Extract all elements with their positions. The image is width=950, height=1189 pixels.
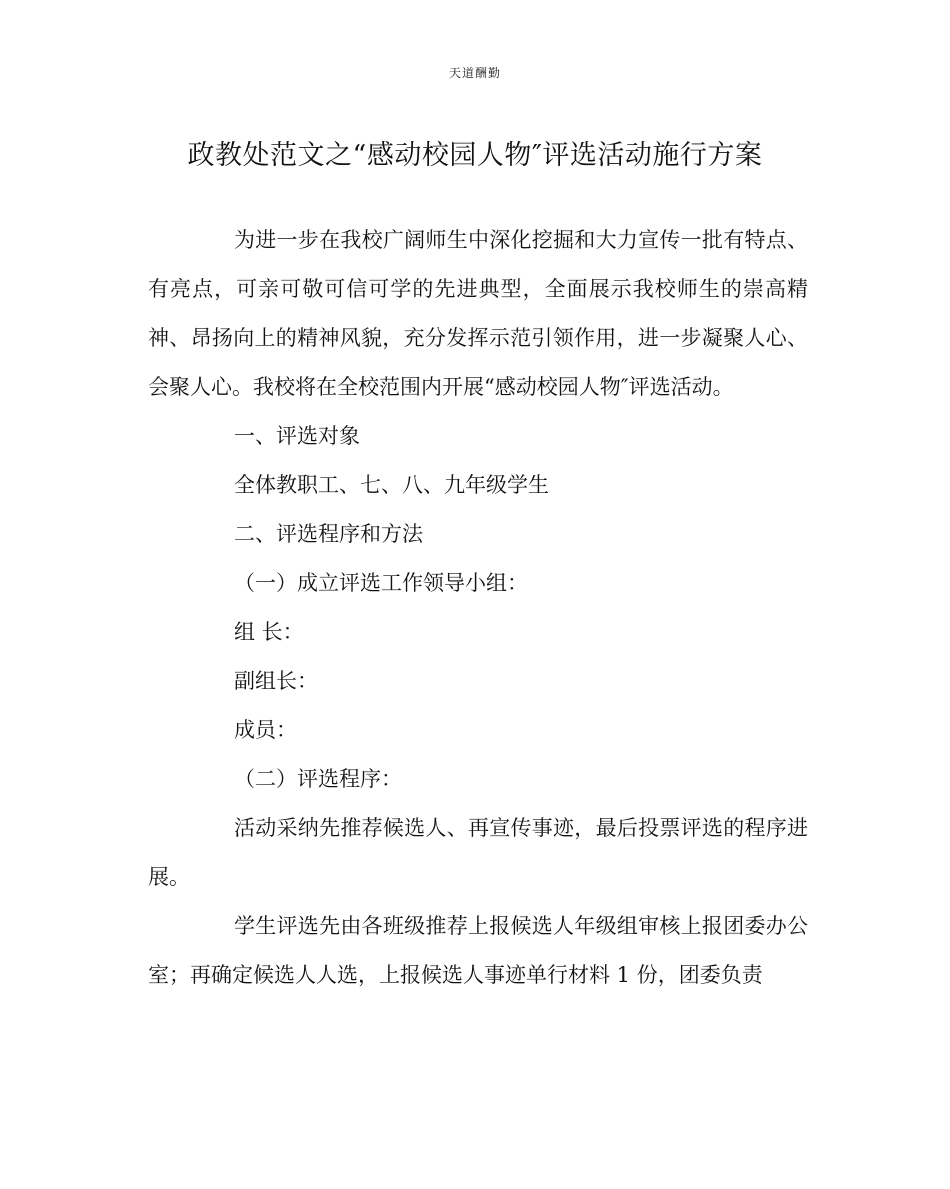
group-leader-line: 组 长： <box>234 620 304 644</box>
page-header: 天道酬勤 <box>448 66 501 80</box>
deputy-leader-line: 副组长： <box>234 669 318 693</box>
section-heading-targets: 一、评选对象 <box>234 424 360 448</box>
members-line: 成员： <box>234 718 297 742</box>
subsection-leadership-group: （一）成立评选工作领导小组： <box>234 571 528 595</box>
section-heading-procedure: 二、评选程序和方法 <box>234 522 423 546</box>
paragraph-student-selection: 学生评选先由各班级推荐上报候选人年级组审核上报团委办公室；再确定候选人人选，上报候选人事迹单行材料 1 份，团委负责 <box>148 914 808 987</box>
subsection-procedure: （二）评选程序： <box>234 767 402 791</box>
paragraph-procedure: 活动采纳先推荐候选人、再宣传事迹，最后投票评选的程序进展。 <box>148 816 808 889</box>
document-title: 政教处范文之“感动校园人物″评选活动施行方案 <box>187 140 763 171</box>
document-body <box>148 216 808 1000</box>
targets-text: 全体教职工、七、八、九年级学生 <box>234 473 549 497</box>
paragraph-intro: 为进一步在我校广阔师生中深化挖掘和大力宣传一批有特点、有亮点，可亲可敬可信可学的先进典型，全面展示我校师生的崇高精神、昂扬向上的精神风貌，充分发挥示范引领作用，进一步凝聚人心、会聚人心。我校将在全校范围内开展“感动校园人物″评选活动。 <box>148 228 808 399</box>
